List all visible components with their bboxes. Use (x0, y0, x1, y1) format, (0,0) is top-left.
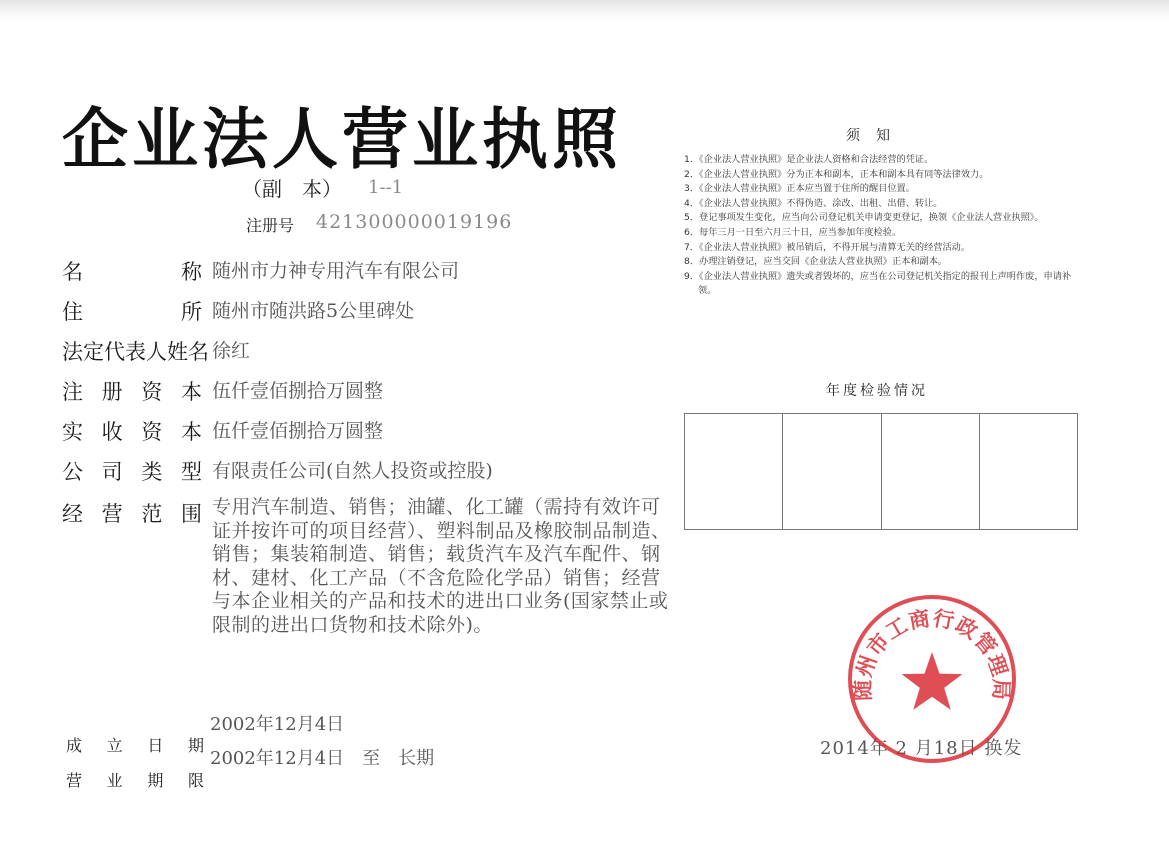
field-value-legal-rep: 徐红 (212, 340, 251, 362)
annual-inspection-cell (783, 414, 881, 529)
registration-number: 421300000019196 (316, 211, 513, 233)
field-value-paid-capital: 伍仟壹佰捌拾万圆整 (212, 420, 384, 442)
annual-inspection-cell (685, 414, 783, 529)
annual-inspection-title: 年度检验情况 (826, 383, 928, 399)
notice-title: 须知 (846, 128, 906, 144)
established-label: 成立日期 (66, 736, 204, 755)
notice-item: 9．《企业法人营业执照》遗失或者毁坏的，应当在公司登记机关指定的报刊上声明作废，申请补领。 (684, 270, 1072, 297)
field-label-legal-rep: 法定代表人姓名 (62, 340, 209, 364)
seal-text: 随州市工商行政管理局 (850, 606, 1014, 702)
notice-item: 7．《企业法人营业执照》被吊销后，不得开展与清算无关的经营活动。 (684, 241, 971, 253)
annual-inspection-table (684, 413, 1078, 530)
notice-item: 5．登记事项发生变化，应当向公司登记机关申请变更登记，换领《企业法人营业执照》。 (684, 212, 1044, 224)
field-value-address: 随州市随洪路5公里碑处 (212, 300, 415, 322)
registration-label: 注册号 (246, 216, 295, 235)
notice-item: 4．《企业法人营业执照》不得伪造、涂改、出租、出借、转让。 (684, 197, 943, 209)
notice-list (684, 153, 1084, 299)
copy-number: 1--1 (368, 177, 404, 198)
field-value-business-scope: 专用汽车制造、销售；油罐、化工罐（需持有效许可证并按许可的项目经营）、塑料制品及橡胶制品制造、销售；集装箱制造、销售；载货汽车及汽车配件、钢材、建材、化工产品（不含危险化学品）销售；经营与本企业相关的产品和技术的进出口业务(国家禁止或限制的进出口货物和技术除外)。 (212, 496, 671, 636)
field-label-registered-capital: 注册资本 (62, 380, 202, 404)
term-label: 营业期限 (66, 771, 204, 790)
established-value: 2002年12月4日 (210, 714, 345, 735)
seal-star-icon (902, 652, 963, 710)
field-label-address: 住所 (62, 300, 202, 324)
notice-item: 3．《企业法人营业执照》正本应当置于住所的醒目位置。 (684, 183, 915, 195)
license-title: 企业法人营业执照 (62, 101, 622, 178)
term-value: 2002年12月4日 至 长期 (210, 748, 435, 769)
field-value-name: 随州市力神专用汽车有限公司 (212, 260, 460, 282)
issue-date: 2014年 2 月18日 换发 (820, 738, 1023, 759)
field-label-business-scope: 经营范围 (62, 502, 202, 526)
field-value-company-type: 有限责任公司(自然人投资或控股) (212, 460, 493, 482)
field-label-paid-capital: 实收资本 (62, 420, 202, 444)
official-seal-icon (847, 594, 1017, 764)
field-value-registered-capital: 伍仟壹佰捌拾万圆整 (212, 380, 384, 402)
notice-item: 8．办理注销登记，应当交回《企业法人营业执照》正本和副本。 (684, 256, 948, 268)
copy-label: （副 本） (242, 177, 342, 201)
notice-item: 2．《企业法人营业执照》分为正本和副本，正本和副本具有同等法律效力。 (684, 168, 989, 180)
annual-inspection-cell (980, 414, 1077, 529)
annual-inspection-cell (882, 414, 980, 529)
notice-item: 1．《企业法人营业执照》是企业法人资格和合法经营的凭证。 (684, 154, 934, 165)
field-label-company-type: 公司类型 (62, 460, 202, 484)
scan-top-shadow (0, 0, 1169, 22)
notice-item: 6．每年三月一日至六月三十日，应当参加年度检验。 (684, 226, 902, 238)
field-label-name: 名称 (62, 260, 202, 284)
